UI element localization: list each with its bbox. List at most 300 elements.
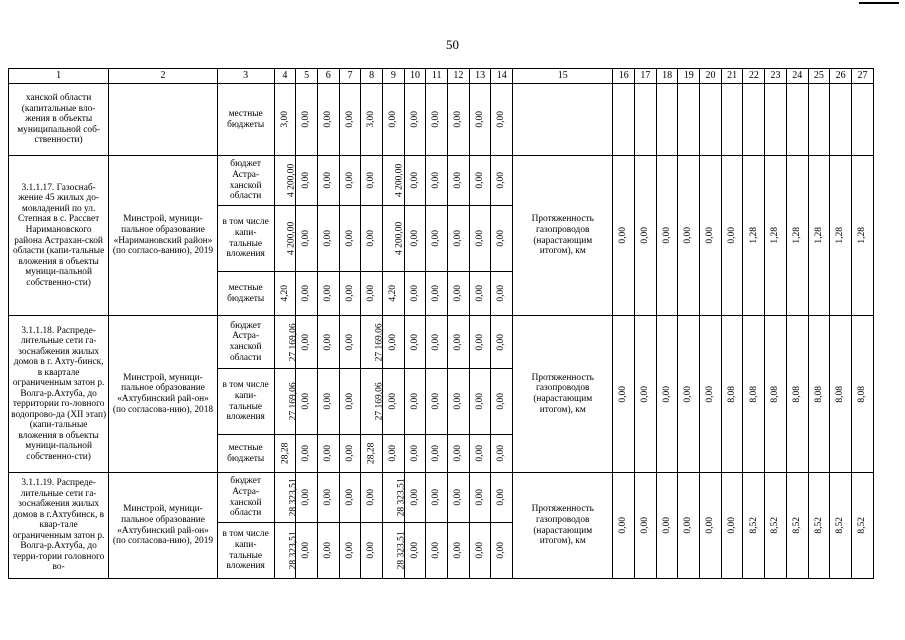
value-cell: [317, 84, 339, 156]
value-cell: [721, 473, 743, 579]
value-text: 4,20: [388, 285, 399, 302]
value-cell: [448, 206, 470, 272]
value-text: 0,00: [344, 230, 355, 247]
funding-source: местные бюджеты: [217, 84, 274, 156]
value-cell: [491, 523, 513, 579]
value-text: 0,00: [301, 393, 312, 410]
value-text: 8,08: [791, 385, 802, 403]
funding-source: местные бюджеты: [217, 435, 274, 473]
value-cell: [339, 369, 361, 435]
value-cell: [426, 84, 448, 156]
value-text: 3,00: [366, 111, 377, 128]
value-text: 0,00: [431, 285, 442, 302]
value-cell: [274, 523, 299, 579]
value-cell: [274, 316, 299, 369]
value-text: 0,00: [409, 172, 420, 189]
column-header: 9: [383, 69, 405, 84]
value-cell: [274, 369, 299, 435]
column-header: 14: [491, 69, 513, 84]
value-cell: [656, 156, 678, 316]
table-row: [9, 84, 874, 156]
value-cell: [317, 435, 339, 473]
value-cell: [830, 473, 852, 579]
value-text: 0,00: [431, 333, 442, 351]
value-text: 0,00: [409, 542, 420, 559]
event-description: 3.1.1.19. Распреде-лительные сети га-зоснабжения жилых домов в г.Ахтубинск, в квар-тале ограниченным затон р. Волга-р.Ахтуба, до терри-тории головного во-: [9, 473, 109, 579]
value-cell: [491, 316, 513, 369]
event-description: ханской области (капитальные вло-жения в объекты муниципальной соб-ственности): [9, 84, 109, 156]
value-text: 4,20: [279, 285, 290, 302]
value-text: 0,00: [474, 542, 485, 559]
value-cell: [851, 156, 873, 316]
value-text: 0,00: [409, 285, 420, 302]
empty-cell: [678, 84, 700, 156]
value-text: 0,00: [344, 285, 355, 302]
value-cell: [317, 156, 339, 206]
table-row: [9, 473, 874, 523]
value-cell: [448, 435, 470, 473]
value-cell: [361, 316, 383, 369]
value-text: 0,00: [344, 333, 355, 351]
value-cell: [469, 316, 491, 369]
value-cell: [635, 316, 657, 473]
value-text: 0,00: [388, 445, 399, 462]
value-text: 0,00: [661, 227, 672, 244]
value-text: 0,00: [301, 172, 312, 189]
value-cell: [339, 206, 361, 272]
value-cell: [426, 272, 448, 316]
value-text: 0,00: [453, 230, 464, 247]
column-header: 11: [426, 69, 448, 84]
value-text: 0,00: [683, 227, 694, 244]
column-header: 24: [786, 69, 808, 84]
value-text: 0,00: [683, 385, 694, 403]
executor-cell: Минстрой, муници-пальное образование «Ахтубинский рай-он» (по согласова-нию), 2019: [109, 473, 218, 579]
value-cell: [635, 156, 657, 316]
value-cell: [317, 369, 339, 435]
value-text: 28,28: [279, 442, 290, 465]
value-text: 28 323,51: [396, 478, 407, 517]
value-text: 27 169,06: [288, 323, 299, 361]
value-cell: [339, 435, 361, 473]
value-cell: [296, 84, 318, 156]
value-text: 0,00: [640, 385, 651, 403]
page-number: 50: [446, 37, 459, 52]
value-text: 0,00: [705, 385, 716, 403]
value-text: 0,00: [496, 111, 507, 128]
value-cell: [613, 156, 635, 316]
value-cell: [317, 473, 339, 523]
column-header: 18: [656, 69, 678, 84]
value-text: 0,00: [322, 445, 333, 462]
value-text: 4 200,00: [394, 163, 405, 198]
value-text: 0,00: [431, 393, 442, 410]
column-header: 2: [109, 69, 218, 84]
value-cell: [469, 369, 491, 435]
value-cell: [491, 473, 513, 523]
budget-table: [8, 68, 874, 579]
value-text: 0,00: [453, 172, 464, 189]
value-text: 0,00: [496, 393, 507, 410]
value-text: 0,00: [496, 230, 507, 247]
value-cell: [448, 316, 470, 369]
column-header: 20: [700, 69, 722, 84]
header-row: [9, 69, 874, 84]
value-cell: [274, 206, 296, 272]
value-cell: [808, 156, 830, 316]
value-text: 8,08: [857, 385, 868, 403]
empty-cell: [613, 84, 635, 156]
value-cell: [743, 473, 765, 579]
value-text: 0,00: [322, 230, 333, 247]
value-text: 0,00: [344, 172, 355, 189]
value-cell: [426, 206, 448, 272]
value-cell: [469, 473, 491, 523]
empty-cell: [721, 84, 743, 156]
column-header: 7: [339, 69, 361, 84]
column-header: 13: [469, 69, 491, 84]
value-text: 28 323,51: [396, 531, 407, 570]
value-cell: [361, 156, 383, 206]
value-text: 1,28: [748, 227, 759, 244]
value-text: 0,00: [366, 542, 377, 559]
value-cell: [448, 156, 470, 206]
value-cell: [830, 316, 852, 473]
value-text: 28 323,51: [288, 478, 299, 517]
column-header: 26: [830, 69, 852, 84]
value-cell: [383, 84, 405, 156]
value-text: 0,00: [453, 285, 464, 302]
empty-cell: [700, 84, 722, 156]
value-text: 0,00: [431, 172, 442, 189]
value-cell: [361, 473, 383, 523]
value-cell: [339, 156, 361, 206]
value-text: 0,00: [409, 111, 420, 128]
value-text: 0,00: [683, 517, 694, 534]
table-row: [9, 316, 874, 369]
value-text: 0,00: [474, 393, 485, 410]
value-text: 28 323,51: [288, 531, 299, 570]
value-text: 8,08: [813, 385, 824, 403]
value-cell: [765, 316, 787, 473]
column-header: 19: [678, 69, 700, 84]
empty-cell: [830, 84, 852, 156]
value-text: 0,00: [705, 517, 716, 534]
value-cell: [274, 435, 296, 473]
value-text: 0,00: [496, 333, 507, 351]
value-cell: [808, 473, 830, 579]
value-cell: [339, 316, 361, 369]
value-cell: [361, 369, 383, 435]
value-cell: [426, 473, 448, 523]
value-text: 1,28: [835, 227, 846, 244]
value-text: 0,00: [453, 393, 464, 410]
value-cell: [613, 473, 635, 579]
value-text: 0,00: [474, 445, 485, 462]
value-text: 0,00: [322, 393, 333, 410]
value-text: 0,00: [618, 517, 629, 534]
value-text: 0,00: [409, 489, 420, 506]
funding-source: в том числе капи-тальные вложения: [217, 369, 274, 435]
value-text: 0,00: [496, 172, 507, 189]
column-header: 10: [404, 69, 426, 84]
value-text: 0,00: [474, 489, 485, 506]
value-cell: [491, 156, 513, 206]
value-cell: [274, 272, 296, 316]
funding-source: местные бюджеты: [217, 272, 274, 316]
executor-cell: Минстрой, муници-пальное образование «Наримановский район» (по согласо-ванию), 2019: [109, 156, 218, 316]
value-cell: [404, 435, 426, 473]
value-text: 8,52: [857, 517, 868, 534]
value-cell: [383, 473, 405, 523]
value-text: 8,08: [770, 385, 781, 403]
value-text: 3,00: [279, 111, 290, 128]
value-text: 1,28: [857, 227, 868, 244]
value-text: 0,00: [322, 172, 333, 189]
table-row: [9, 156, 874, 206]
value-cell: [426, 523, 448, 579]
empty-cell: [743, 84, 765, 156]
column-header: 8: [361, 69, 383, 84]
value-text: 0,00: [301, 542, 312, 559]
value-cell: [317, 523, 339, 579]
value-cell: [404, 272, 426, 316]
value-text: 0,00: [496, 285, 507, 302]
value-text: 0,00: [618, 385, 629, 403]
value-text: 8,52: [748, 517, 759, 534]
value-cell: [491, 272, 513, 316]
value-text: 8,52: [770, 517, 781, 534]
value-text: 27 169,06: [375, 382, 385, 421]
value-text: 0,00: [453, 542, 464, 559]
value-text: 0,00: [388, 111, 399, 128]
value-cell: [361, 272, 383, 316]
value-cell: [361, 523, 383, 579]
value-cell: [743, 156, 765, 316]
value-cell: [296, 272, 318, 316]
value-cell: [765, 473, 787, 579]
value-cell: [491, 435, 513, 473]
value-text: 8,08: [726, 385, 737, 403]
value-cell: [765, 156, 787, 316]
value-text: 0,00: [322, 285, 333, 302]
value-cell: [448, 84, 470, 156]
value-cell: [469, 523, 491, 579]
value-text: 4 200,00: [285, 221, 296, 256]
value-text: 0,00: [431, 445, 442, 462]
value-text: 0,00: [322, 542, 333, 559]
value-text: 0,00: [431, 230, 442, 247]
value-cell: [678, 316, 700, 473]
value-cell: [448, 272, 470, 316]
value-text: 0,00: [344, 111, 355, 128]
value-cell: [383, 272, 405, 316]
value-text: 0,00: [431, 489, 442, 506]
value-text: 0,00: [661, 517, 672, 534]
value-cell: [383, 316, 405, 369]
value-cell: [721, 316, 743, 473]
value-cell: [361, 84, 383, 156]
value-cell: [721, 156, 743, 316]
value-text: 8,52: [835, 517, 846, 534]
column-header: 16: [613, 69, 635, 84]
value-cell: [491, 206, 513, 272]
value-text: 0,00: [431, 111, 442, 128]
column-header: 12: [448, 69, 470, 84]
column-header: 21: [721, 69, 743, 84]
indicator-name: Протяженность газопроводов (нарастающим итогом), км: [513, 316, 613, 473]
value-text: 0,00: [453, 489, 464, 506]
value-text: 0,00: [301, 333, 312, 351]
value-cell: [383, 206, 405, 272]
value-cell: [678, 473, 700, 579]
value-cell: [656, 473, 678, 579]
value-cell: [274, 156, 296, 206]
funding-source: бюджет Астра-ханской области: [217, 316, 274, 369]
column-header: 3: [217, 69, 274, 84]
value-text: 0,00: [388, 333, 399, 351]
value-cell: [469, 156, 491, 206]
value-cell: [361, 206, 383, 272]
value-text: 0,00: [726, 227, 737, 244]
empty-cell: [765, 84, 787, 156]
value-cell: [469, 206, 491, 272]
value-text: 0,00: [640, 517, 651, 534]
empty-cell: [656, 84, 678, 156]
value-cell: [404, 156, 426, 206]
value-cell: [656, 316, 678, 473]
value-text: 0,00: [474, 230, 485, 247]
value-text: 0,00: [322, 333, 333, 351]
column-header: 4: [274, 69, 296, 84]
value-text: 0,00: [388, 393, 399, 410]
value-text: 0,00: [409, 333, 420, 351]
value-text: 0,00: [344, 445, 355, 462]
empty-cell: [851, 84, 873, 156]
value-cell: [317, 316, 339, 369]
value-text: 1,28: [813, 227, 824, 244]
value-text: 0,00: [301, 285, 312, 302]
value-cell: [635, 473, 657, 579]
value-text: 0,00: [640, 227, 651, 244]
value-cell: [743, 316, 765, 473]
value-cell: [426, 316, 448, 369]
value-cell: [296, 156, 318, 206]
empty-cell: [786, 84, 808, 156]
value-text: 27 169,06: [288, 382, 299, 421]
value-cell: [404, 316, 426, 369]
column-header: 1: [9, 69, 109, 84]
value-cell: [469, 272, 491, 316]
value-text: 0,00: [431, 542, 442, 559]
value-cell: [786, 156, 808, 316]
value-text: 4 200,00: [285, 163, 296, 198]
value-cell: [491, 84, 513, 156]
value-text: 8,08: [835, 385, 846, 403]
value-cell: [851, 473, 873, 579]
value-text: 0,00: [474, 111, 485, 128]
value-cell: [339, 473, 361, 523]
column-header: 27: [851, 69, 873, 84]
value-cell: [448, 523, 470, 579]
value-cell: [361, 435, 383, 473]
value-cell: [383, 156, 405, 206]
column-header: 22: [743, 69, 765, 84]
value-cell: [448, 473, 470, 523]
funding-source: бюджет Астра-ханской области: [217, 473, 274, 523]
value-text: 0,00: [366, 230, 377, 247]
column-header: 6: [317, 69, 339, 84]
value-text: 0,00: [496, 489, 507, 506]
value-text: 0,00: [409, 230, 420, 247]
value-cell: [448, 369, 470, 435]
funding-source: бюджет Астра-ханской области: [217, 156, 274, 206]
funding-source: в том числе капи-тальные вложения: [217, 523, 274, 579]
value-cell: [404, 369, 426, 435]
value-cell: [426, 435, 448, 473]
value-cell: [426, 156, 448, 206]
value-cell: [469, 84, 491, 156]
value-cell: [404, 206, 426, 272]
indicator-name: Протяженность газопроводов (нарастающим итогом), км: [513, 156, 613, 316]
value-cell: [317, 272, 339, 316]
value-cell: [274, 84, 296, 156]
executor-cell: Минстрой, муници-пальное образование «Ахтубинский рай-он» (по согласова-нию), 2018: [109, 316, 218, 473]
value-cell: [700, 473, 722, 579]
value-text: 0,00: [344, 542, 355, 559]
value-text: 0,00: [301, 489, 312, 506]
value-cell: [339, 523, 361, 579]
value-text: 0,00: [322, 111, 333, 128]
value-text: 0,00: [496, 445, 507, 462]
empty-cell: [635, 84, 657, 156]
value-text: 0,00: [705, 227, 716, 244]
value-text: 0,00: [366, 172, 377, 189]
value-cell: [830, 156, 852, 316]
value-cell: [296, 435, 318, 473]
value-text: 0,00: [474, 172, 485, 189]
value-cell: [786, 473, 808, 579]
value-cell: [700, 316, 722, 473]
column-header: 25: [808, 69, 830, 84]
value-cell: [426, 369, 448, 435]
value-text: 0,00: [453, 333, 464, 351]
value-text: 0,00: [366, 489, 377, 506]
column-header: 23: [765, 69, 787, 84]
value-text: 0,00: [322, 489, 333, 506]
column-header: 15: [513, 69, 613, 84]
value-text: 0,00: [344, 393, 355, 410]
value-text: 1,28: [770, 227, 781, 244]
funding-source: в том числе капи-тальные вложения: [217, 206, 274, 272]
value-text: 0,00: [453, 445, 464, 462]
value-cell: [404, 84, 426, 156]
column-header: 17: [635, 69, 657, 84]
value-cell: [296, 206, 318, 272]
value-cell: [317, 206, 339, 272]
value-cell: [491, 369, 513, 435]
value-text: 0,00: [474, 285, 485, 302]
value-text: 0,00: [661, 385, 672, 403]
event-description: 3.1.1.17. Газоснаб-жение 45 жилых до-мовладений по ул. Степная в с. Рассвет Наримановского района Астрахан-ской области (капи-тальные вложения в объекты муници-пальной собственно-сти): [9, 156, 109, 316]
value-cell: [383, 435, 405, 473]
value-cell: [404, 473, 426, 523]
value-cell: [700, 156, 722, 316]
value-text: 0,00: [301, 230, 312, 247]
value-text: 0,00: [409, 393, 420, 410]
value-cell: [469, 435, 491, 473]
value-text: 0,00: [618, 227, 629, 244]
